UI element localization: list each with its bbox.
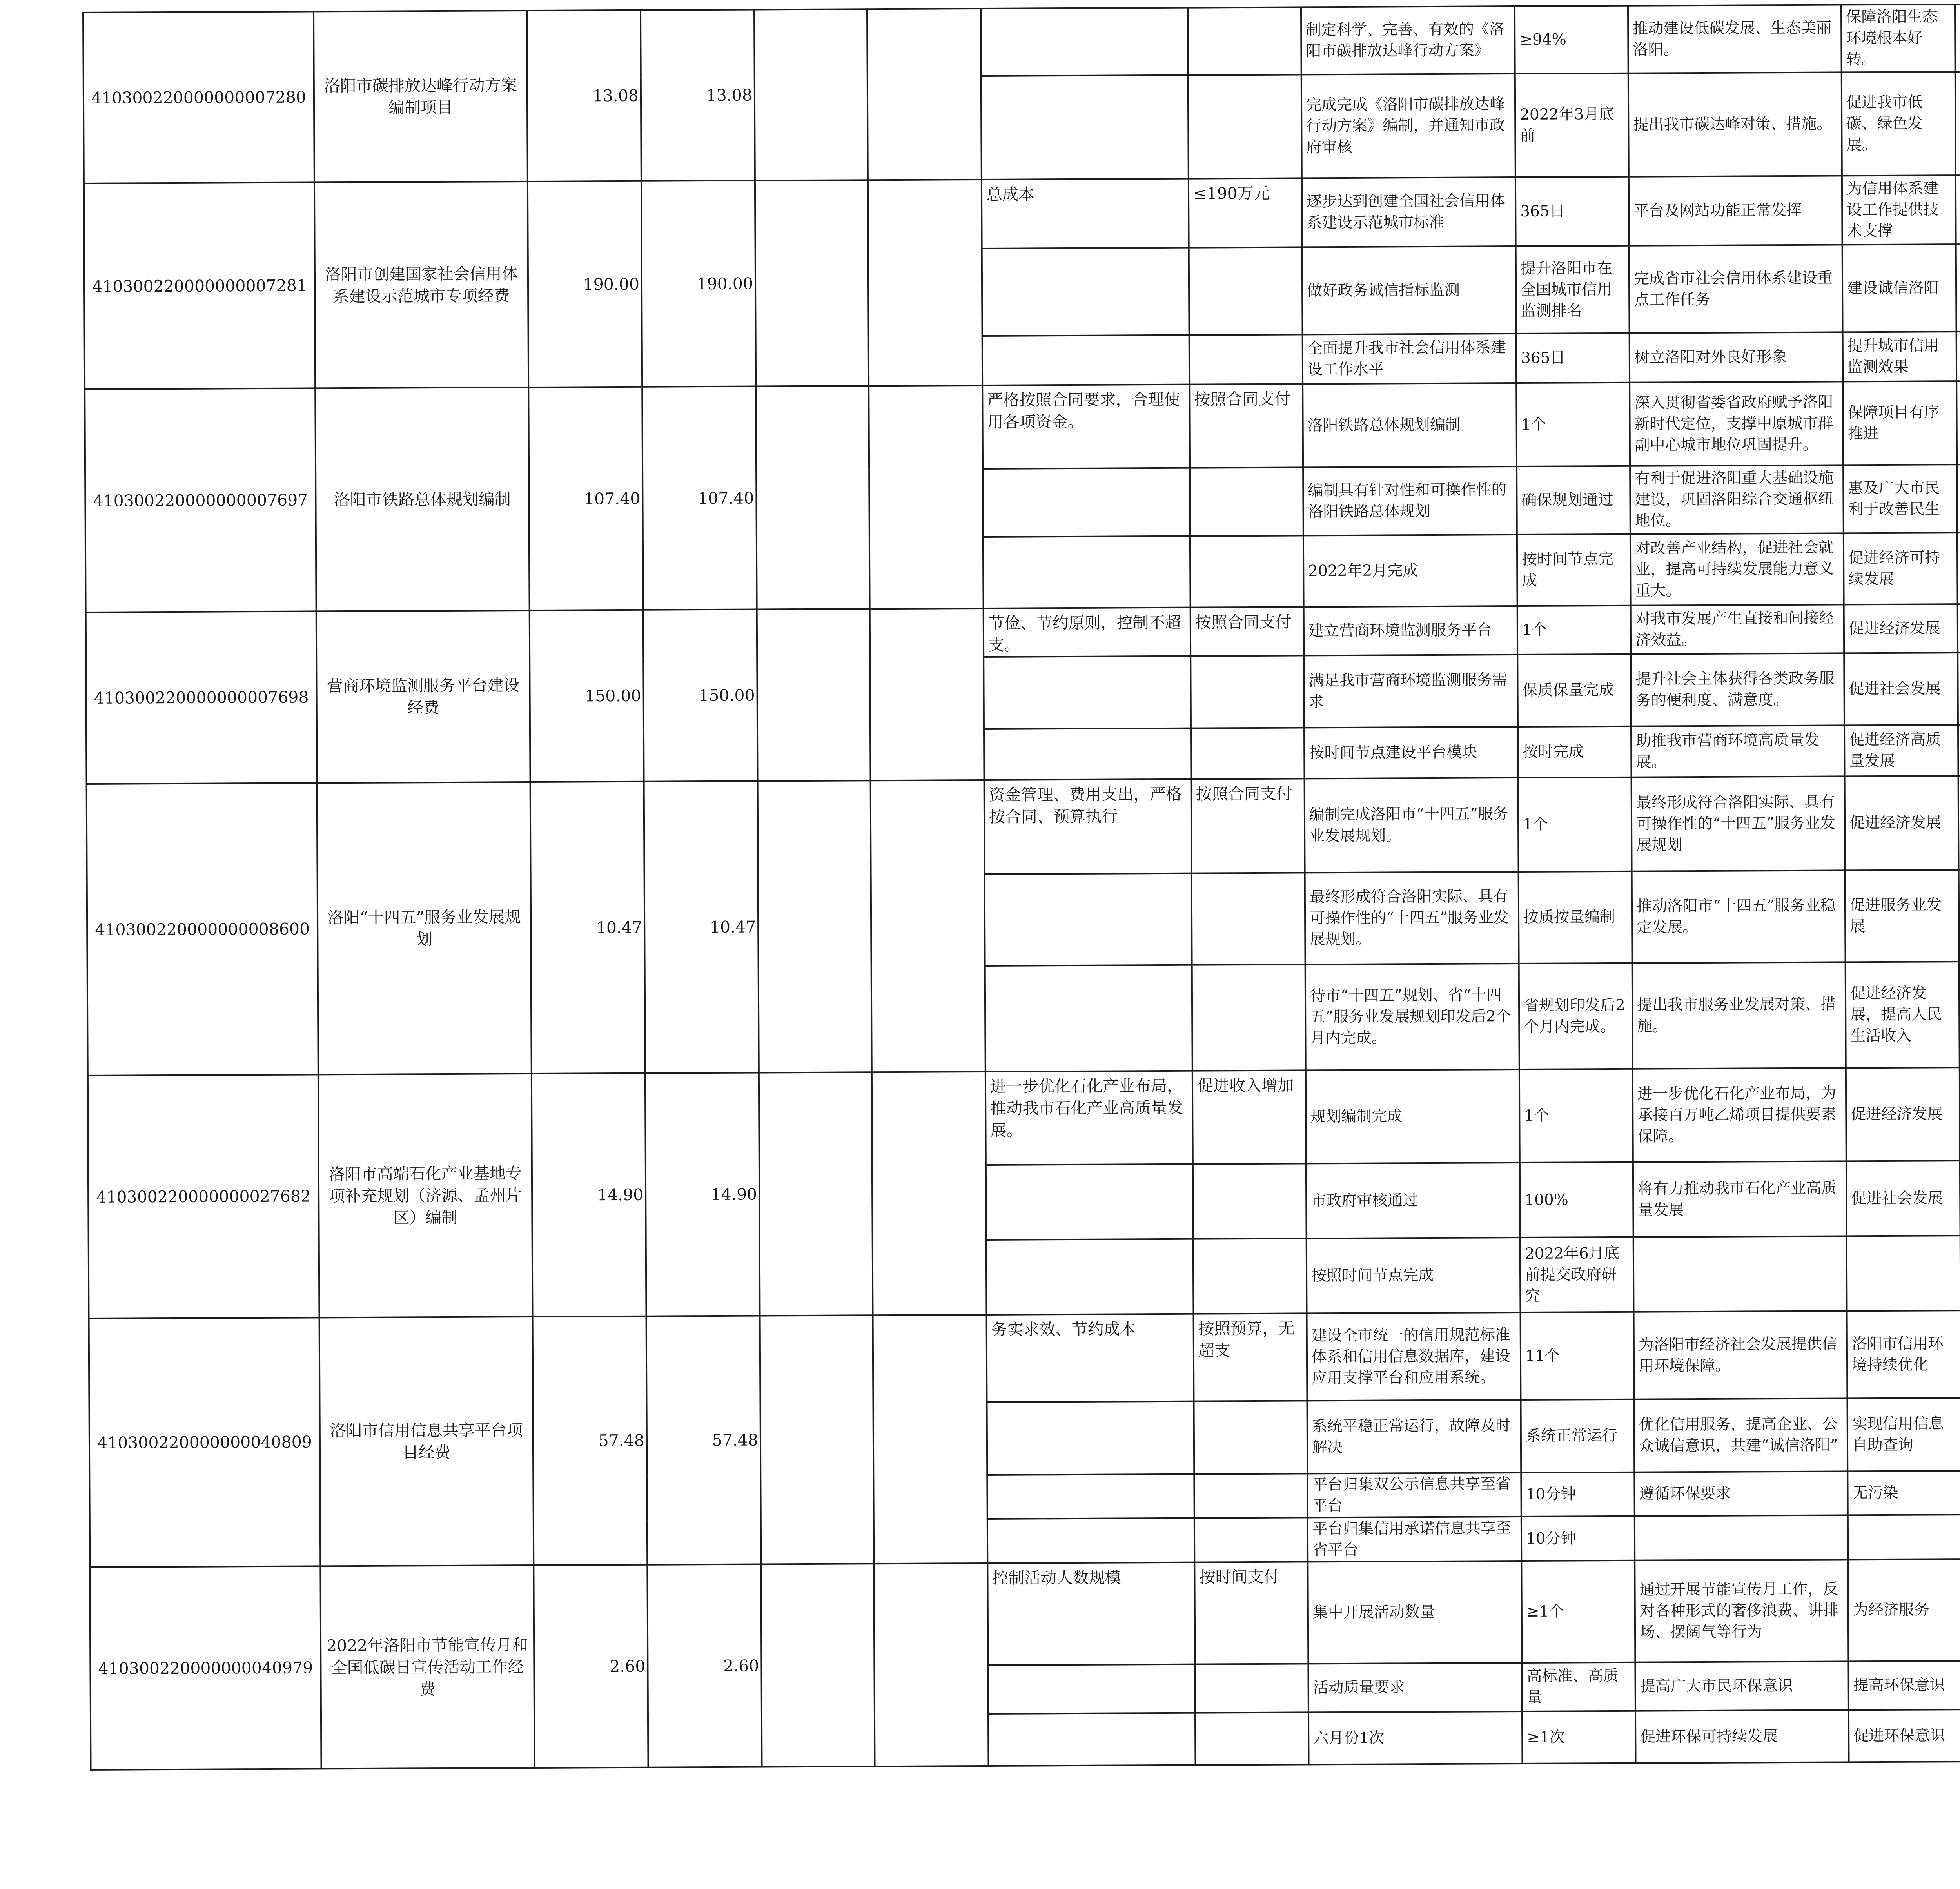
empty-cell (983, 536, 1191, 608)
empty-cell (755, 180, 869, 386)
benefit-indicator-cell: 提高环保意识 (1848, 1661, 1960, 1710)
amount-cell: 13.08 (641, 10, 755, 181)
effect-indicator-cell: 提出我市服务业发展对策、措施。 (1632, 962, 1846, 1069)
scanned-sheet (82, 2, 1960, 1764)
effect-indicator-cell: 完成省市社会信用体系建设重点工作任务 (1629, 245, 1843, 333)
empty-cell (1190, 535, 1304, 607)
cost-indicator-cell: 进一步优化石化产业布局，推动我市石化产业高质量发展。 (985, 1071, 1193, 1165)
empty-cell (754, 9, 868, 180)
output-indicator-cell: 规划编制完成 (1306, 1069, 1520, 1163)
empty-cell (1958, 724, 1960, 776)
empty-cell (983, 468, 1190, 537)
empty-cell (1191, 728, 1305, 779)
empty-cell (982, 248, 1189, 336)
project-code-cell: 410300220000000007698 (86, 611, 317, 784)
empty-cell (987, 1474, 1194, 1519)
benefit-indicator-cell: 促进经济可持续发展 (1844, 533, 1958, 604)
output-indicator-cell: 编制完成洛阳市“十四五”服务业发展规划。 (1305, 778, 1519, 873)
project-code-cell: 410300220000000007281 (84, 182, 315, 389)
benefit-indicator-cell: 促进经济发展，提高人民生活收入 (1846, 962, 1960, 1068)
effect-indicator-cell: 推动洛阳市“十四五”服务业稳定发展。 (1632, 870, 1846, 963)
amount-cell: 190.00 (641, 181, 756, 387)
output-target-cell: 10分钟 (1521, 1516, 1635, 1561)
table-row (86, 602, 1960, 661)
empty-cell (988, 1664, 1195, 1714)
empty-cell (1959, 869, 1960, 962)
effect-indicator-cell: 为洛阳市经济社会发展提供信用环境保障。 (1634, 1311, 1847, 1399)
cost-value-cell (1188, 7, 1301, 75)
benefit-indicator-cell: 无污染 (1847, 1471, 1960, 1515)
output-indicator-cell: 建立营商环境监测服务平台 (1304, 606, 1518, 655)
benefit-indicator-cell: 惠及广大市民利于改善民生 (1843, 465, 1957, 533)
empty-cell (757, 609, 871, 781)
cost-indicator-cell (981, 8, 1188, 76)
table-row (84, 173, 1960, 252)
budget-performance-table (82, 2, 1960, 1771)
amount-cell: 10.47 (644, 781, 759, 1073)
project-code-cell: 410300220000000027682 (88, 1074, 319, 1319)
effect-indicator-cell: 进一步优化石化产业布局，为承接百万吨乙烯项目提供要素保障。 (1633, 1068, 1846, 1162)
empty-cell (868, 180, 982, 386)
output-indicator-cell: 集中开展活动数量 (1308, 1561, 1522, 1664)
benefit-indicator-cell: 促进经济发展 (1846, 1067, 1960, 1161)
effect-indicator-cell: 将有力推动我市石化产业高质量发展 (1633, 1161, 1847, 1237)
benefit-indicator-cell: 促进社会发展 (1844, 653, 1958, 725)
empty-cell (1195, 1664, 1308, 1713)
project-name-cell: 洛阳市碳排放达峰行动方案编制项目 (314, 11, 528, 182)
project-name-cell: 洛阳市创建国家社会信用体系建设示范城市专项经费 (314, 181, 528, 388)
empty-cell (873, 1315, 988, 1564)
benefit-indicator-cell: 为信用体系建设工作提供技术支撑 (1842, 175, 1956, 245)
benefit-indicator-cell: 促进环保意识 (1849, 1709, 1960, 1762)
empty-cell (982, 335, 1190, 385)
empty-cell (1193, 1238, 1307, 1314)
empty-cell (1956, 331, 1960, 381)
empty-cell (988, 1713, 1196, 1766)
empty-cell (984, 656, 1191, 729)
output-indicator-cell: 活动质量要求 (1308, 1663, 1522, 1712)
empty-cell (867, 9, 982, 180)
output-target-cell: 100% (1520, 1162, 1633, 1238)
empty-cell (987, 1518, 1194, 1563)
amount-cell: 190.00 (528, 181, 642, 387)
cost-indicator-cell: 控制活动人数规模 (987, 1562, 1195, 1665)
benefit-indicator-cell: 促进服务业发展 (1845, 870, 1959, 962)
benefit-indicator-cell: 促进我市低碳、绿色发展。 (1842, 72, 1956, 176)
table-row (88, 1065, 1960, 1169)
amount-cell: 150.00 (530, 610, 644, 782)
empty-cell (1191, 655, 1304, 728)
effect-indicator-cell: 遵循环保要求 (1634, 1471, 1847, 1516)
cost-indicator-cell: 务实求效、节约成本 (987, 1314, 1194, 1402)
empty-cell (1188, 74, 1302, 178)
empty-cell (985, 965, 1192, 1072)
benefit-indicator-cell (1848, 1515, 1960, 1559)
table-row (83, 2, 1960, 80)
empty-cell (1195, 1712, 1309, 1765)
project-name-cell: 洛阳市信用信息共享平台项目经费 (319, 1317, 534, 1566)
project-code-cell: 410300220000000008600 (87, 783, 318, 1076)
benefit-indicator-cell: 促进经济高质量发展 (1844, 725, 1958, 776)
cost-value-cell: 按照合同支付 (1191, 607, 1304, 656)
cost-value-cell: 按时间支付 (1194, 1562, 1308, 1664)
output-target-cell: 1个 (1516, 383, 1630, 466)
benefit-indicator-cell: 建设诚信洛阳 (1842, 244, 1956, 332)
project-code-cell: 410300220000000040979 (90, 1566, 321, 1770)
empty-cell (1958, 652, 1960, 725)
amount-cell: 57.48 (646, 1316, 761, 1564)
empty-cell (1192, 964, 1306, 1071)
benefit-indicator-cell: 保障洛阳生态环境根本好转。 (1841, 4, 1955, 72)
effect-indicator-cell: 提出我市碳达峰对策、措施。 (1628, 72, 1842, 176)
cost-indicator-cell: 严格按照合同要求，合理使用各项资金。 (982, 385, 1190, 469)
project-name-cell: 洛阳“十四五”服务业发展规划 (317, 782, 532, 1074)
cost-value-cell: 按照合同支付 (1191, 778, 1305, 873)
empty-cell (760, 1315, 874, 1564)
satisfaction-indicator-cell (1955, 4, 1960, 72)
output-indicator-cell: 编制具有针对性和可操作性的洛阳铁路总体规划 (1303, 466, 1517, 535)
satisfaction-indicator-cell (1958, 603, 1960, 653)
empty-cell (1957, 464, 1960, 533)
output-indicator-cell: 制定科学、完善、有效的《洛阳市碳排放达峰行动方案》 (1301, 6, 1515, 74)
amount-cell: 2.60 (647, 1564, 762, 1767)
empty-cell (984, 728, 1191, 780)
amount-cell: 107.40 (528, 387, 643, 610)
output-target-cell: 1个 (1517, 606, 1631, 655)
output-target-cell: 省规划印发后2个月内完成。 (1519, 963, 1633, 1069)
empty-cell (985, 873, 1192, 966)
amount-cell: 14.90 (532, 1073, 646, 1317)
output-indicator-cell: 市政府审核通过 (1306, 1163, 1520, 1238)
cost-value-cell: 按照预算，无超支 (1194, 1313, 1307, 1401)
empty-cell (1192, 873, 1305, 965)
amount-cell: 107.40 (642, 387, 757, 610)
effect-indicator-cell: 提高广大市民环保意识 (1635, 1661, 1849, 1711)
output-target-cell: 365日 (1515, 177, 1629, 246)
cost-indicator-cell: 资金管理、费用支出，严格按合同、预算执行 (984, 779, 1192, 874)
empty-cell (981, 75, 1189, 180)
empty-cell (1190, 467, 1303, 536)
empty-cell (1194, 1401, 1307, 1474)
effect-indicator-cell (1633, 1236, 1847, 1312)
amount-cell: 14.90 (645, 1072, 760, 1316)
cost-value-cell: 促进收入增加 (1192, 1070, 1306, 1164)
output-target-cell: 高标准、高质量 (1522, 1662, 1635, 1711)
effect-indicator-cell (1635, 1515, 1848, 1560)
amount-cell: 150.00 (643, 610, 758, 782)
empty-cell (874, 1563, 988, 1766)
project-name-cell: 洛阳市铁路总体规划编制 (315, 387, 529, 611)
table-row (85, 379, 1960, 473)
benefit-indicator-cell: 促进经济发展 (1845, 776, 1959, 870)
project-code-cell: 410300220000000040809 (89, 1317, 321, 1567)
output-indicator-cell: 全面提升我市社会信用体系建设工作水平 (1303, 334, 1517, 384)
output-indicator-cell: 平台归集双公示信息共享至省平台 (1307, 1473, 1521, 1517)
output-indicator-cell: 洛阳铁路总体规划编制 (1303, 383, 1517, 467)
amount-cell: 13.08 (527, 10, 641, 181)
empty-cell (759, 1072, 873, 1316)
benefit-indicator-cell (1847, 1236, 1960, 1311)
output-indicator-cell: 系统平稳正常运行，故障及时解决 (1307, 1400, 1521, 1473)
output-target-cell: 确保规划通过 (1517, 466, 1630, 535)
effect-indicator-cell: 有利于促进洛阳重大基础设施建设，巩固洛阳综合交通枢纽地位。 (1630, 465, 1844, 534)
table-row (90, 1557, 1960, 1669)
output-indicator-cell: 最终形成符合洛阳实际、具有可操作性的“十四五”服务业发展规划。 (1305, 872, 1519, 964)
cost-value-cell: ≤190万元 (1189, 178, 1302, 247)
benefit-indicator-cell: 促进经济发展 (1844, 604, 1958, 653)
effect-indicator-cell: 深入贯彻省委省政府赋予洛阳新时代定位，支撑中原城市群副中心城市地位巩固提升。 (1630, 381, 1843, 466)
project-code-cell: 410300220000000007280 (83, 11, 314, 183)
benefit-indicator-cell: 促进社会发展 (1846, 1161, 1960, 1236)
output-target-cell: 保质保量完成 (1517, 654, 1631, 727)
cost-indicator-cell: 节俭、节约原则，控制不超支。 (984, 608, 1191, 657)
empty-cell (1956, 243, 1960, 332)
empty-cell (1189, 247, 1303, 335)
output-target-cell: 2022年6月底前提交政府研究 (1520, 1237, 1634, 1312)
output-target-cell: ≥94% (1515, 6, 1628, 74)
empty-cell (871, 780, 985, 1072)
output-target-cell: 1个 (1518, 777, 1632, 872)
output-target-cell: 11个 (1521, 1312, 1634, 1400)
benefit-indicator-cell: 提升城市信用监测效果 (1843, 332, 1957, 381)
output-indicator-cell: 逐步达到创建全国社会信用体系建设示范城市标准 (1302, 177, 1516, 247)
output-target-cell: 按质按量编制 (1519, 871, 1632, 964)
output-indicator-cell: 按照时间节点完成 (1307, 1238, 1521, 1313)
empty-cell (758, 780, 872, 1072)
satisfaction-indicator-cell (1956, 380, 1960, 465)
effect-indicator-cell: 对改善产业结构，促进社会就业，提高可持续发展能力意义重大。 (1630, 533, 1844, 605)
effect-indicator-cell: 对我市发展产生直接和间接经济效益。 (1631, 604, 1844, 654)
project-name-cell: 洛阳市高端石化产业基地专项补充规划（济源、孟州片区）编制 (318, 1074, 533, 1317)
empty-cell (761, 1564, 875, 1767)
project-name-cell: 营商环境监测服务平台建设经费 (316, 610, 530, 783)
output-indicator-cell: 按时间节点建设平台模块 (1304, 727, 1518, 778)
satisfaction-indicator-cell (1956, 174, 1960, 244)
empty-cell (1189, 334, 1303, 384)
empty-cell (756, 386, 869, 609)
effect-indicator-cell: 优化信用服务，提高企业、公众诚信意识，共建“诚信洛阳” (1634, 1398, 1847, 1472)
project-code-cell: 410300220000000007697 (85, 388, 316, 612)
amount-cell: 10.47 (530, 782, 645, 1074)
cost-indicator-cell: 总成本 (982, 179, 1189, 249)
output-target-cell: ≥1次 (1522, 1711, 1636, 1764)
amount-cell: 57.48 (533, 1316, 648, 1565)
output-target-cell: 365日 (1516, 333, 1630, 383)
benefit-indicator-cell: 实现信用信息自助查询 (1847, 1398, 1960, 1471)
empty-cell (986, 1239, 1194, 1315)
output-indicator-cell: 做好政务诚信指标监测 (1302, 246, 1516, 334)
output-target-cell: ≥1个 (1521, 1561, 1635, 1663)
output-indicator-cell: 建设全市统一的信用规范标准体系和信用信息数据库，建设应用支撑平台和应用系统。 (1307, 1312, 1521, 1401)
output-indicator-cell: 2022年2月完成 (1303, 535, 1517, 607)
effect-indicator-cell: 助推我市营商环境高质量发展。 (1631, 725, 1845, 777)
project-name-cell: 2022年洛阳市节能宣传月和全国低碳日宣传活动工作经费 (320, 1565, 534, 1769)
cost-value-cell: 按照合同支付 (1189, 384, 1303, 468)
table-row (89, 1308, 1960, 1406)
effect-indicator-cell: 树立洛阳对外良好形象 (1630, 332, 1843, 382)
effect-indicator-cell: 平台及网站功能正常发挥 (1629, 176, 1842, 245)
effect-indicator-cell: 提升社会主体获得各类政务服务的便利度、满意度。 (1631, 653, 1844, 726)
effect-indicator-cell: 通过开展节能宣传月工作，反对各种形式的奢侈浪费、讲排场、摆阔气等行为 (1635, 1559, 1848, 1662)
empty-cell (1194, 1473, 1307, 1518)
empty-cell (1955, 71, 1960, 175)
output-target-cell: 1个 (1519, 1069, 1633, 1163)
empty-cell (987, 1401, 1194, 1475)
table-row (87, 774, 1960, 878)
empty-cell (1194, 1517, 1308, 1562)
output-target-cell: 按时间节点完成 (1517, 534, 1631, 606)
output-target-cell: 系统正常运行 (1521, 1399, 1634, 1473)
empty-cell (1957, 532, 1960, 604)
benefit-indicator-cell: 洛阳市信用环境持续优化 (1847, 1310, 1960, 1398)
empty-cell (870, 608, 984, 780)
effect-indicator-cell: 促进环保可持续发展 (1635, 1710, 1849, 1763)
effect-indicator-cell: 最终形成符合洛阳实际、具有可操作性的“十四五”服务业发展规划 (1632, 776, 1845, 871)
benefit-indicator-cell: 为经济服务 (1848, 1559, 1960, 1661)
empty-cell (986, 1164, 1193, 1240)
output-target-cell: 提升洛阳市在全国城市信用监测排名 (1516, 246, 1630, 334)
empty-cell (872, 1072, 987, 1315)
benefit-indicator-cell: 保障项目有序推进 (1843, 381, 1957, 465)
amount-cell: 2.60 (534, 1565, 648, 1768)
satisfaction-indicator-cell (1958, 775, 1960, 870)
output-indicator-cell: 平台归集信用承诺信息共享至省平台 (1308, 1517, 1521, 1562)
effect-indicator-cell: 推动建设低碳发展、生态美丽洛阳。 (1628, 5, 1842, 73)
output-target-cell: 10分钟 (1521, 1472, 1634, 1517)
output-indicator-cell: 六月份1次 (1308, 1711, 1523, 1764)
output-indicator-cell: 待市“十四五”规划、省“十四五”服务业发展规划印发后2个月内完成。 (1305, 964, 1519, 1070)
output-target-cell: 2022年3月底前 (1515, 73, 1629, 177)
output-indicator-cell: 完成完成《洛阳市碳排放达峰行动方案》编制，并通知市政府审核 (1301, 74, 1515, 178)
output-indicator-cell: 满足我市营商环境监测服务需求 (1304, 655, 1518, 728)
empty-cell (1193, 1163, 1307, 1239)
output-target-cell: 按时完成 (1518, 726, 1632, 778)
empty-cell (869, 385, 983, 609)
